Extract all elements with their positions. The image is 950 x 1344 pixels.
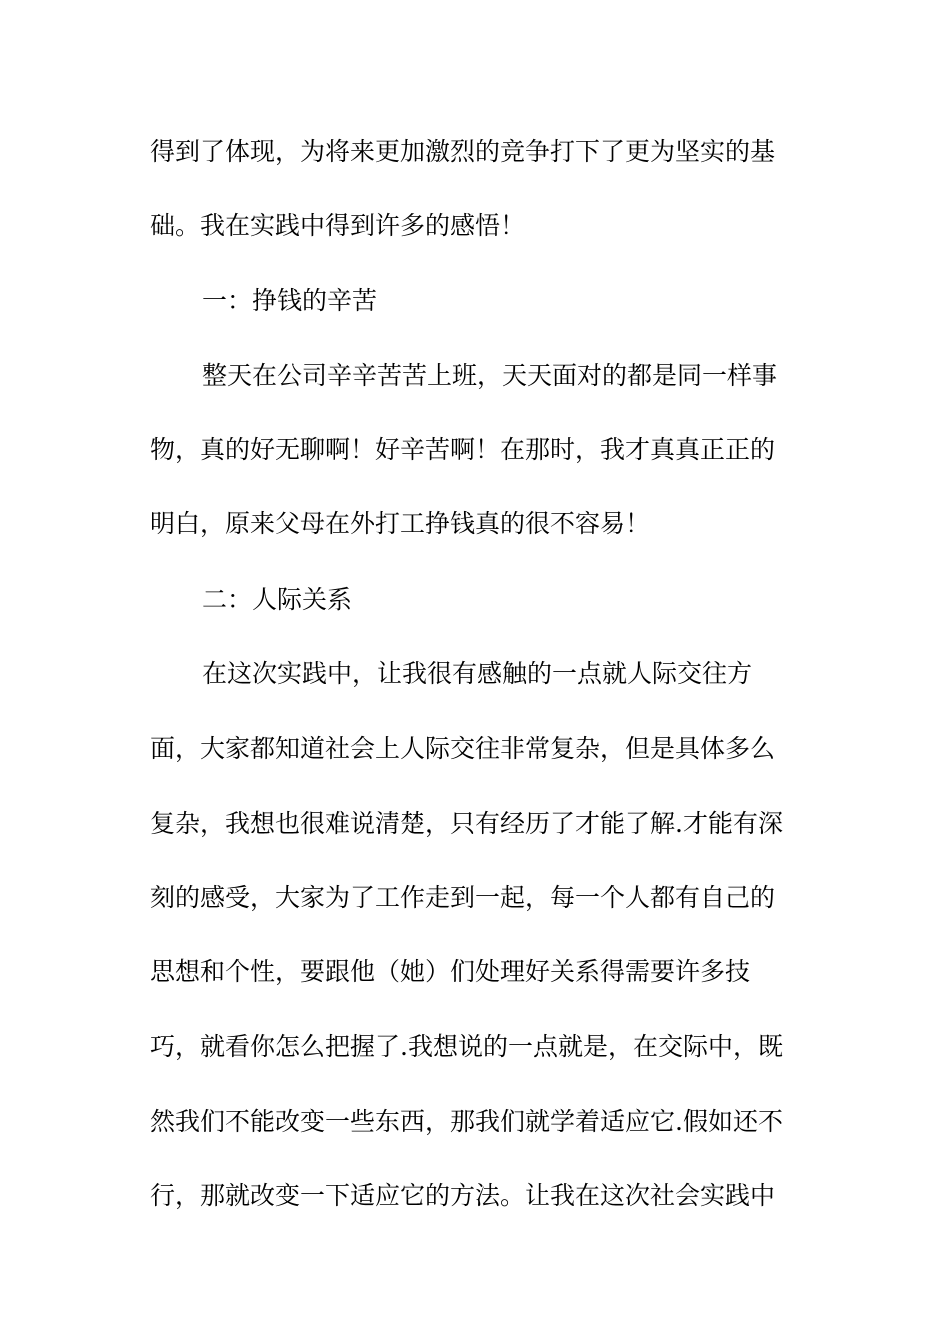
text-line-11: 刻的感受，大家为了工作走到一起，每一个人都有自己的 xyxy=(150,883,776,912)
text-line-10: 复杂，我想也很难说清楚，只有经历了才能了解.才能有深 xyxy=(150,809,783,838)
text-line-12: 思想和个性，要跟他（她）们处理好关系得需要许多技 xyxy=(150,957,751,986)
text-line-15: 行，那就改变一下适应它的方法。让我在这次社会实践中 xyxy=(150,1181,776,1210)
text-line-1: 得到了体现，为将来更加激烈的竞争打下了更为坚实的基 xyxy=(150,137,776,166)
text-line-9: 面，大家都知道社会上人际交往非常复杂，但是具体多么 xyxy=(150,734,776,763)
text-line-5: 物，真的好无聊啊！好辛苦啊！在那时，我才真真正正的 xyxy=(150,435,776,464)
text-line-14: 然我们不能改变一些东西，那我们就学着适应它.假如还不 xyxy=(150,1107,783,1136)
section-heading-2: 二：人际关系 xyxy=(202,585,353,614)
text-line-2: 础。我在实践中得到许多的感悟！ xyxy=(150,211,526,240)
text-line-6: 明白，原来父母在外打工挣钱真的很不容易！ xyxy=(150,509,651,538)
text-line-13: 巧，就看你怎么把握了.我想说的一点就是，在交际中，既 xyxy=(150,1032,783,1061)
text-line-4: 整天在公司辛辛苦苦上班，天天面对的都是同一样事 xyxy=(202,361,778,390)
section-heading-1: 一：挣钱的辛苦 xyxy=(202,286,378,315)
text-line-8: 在这次实践中，让我很有感触的一点就人际交往方 xyxy=(202,659,753,688)
